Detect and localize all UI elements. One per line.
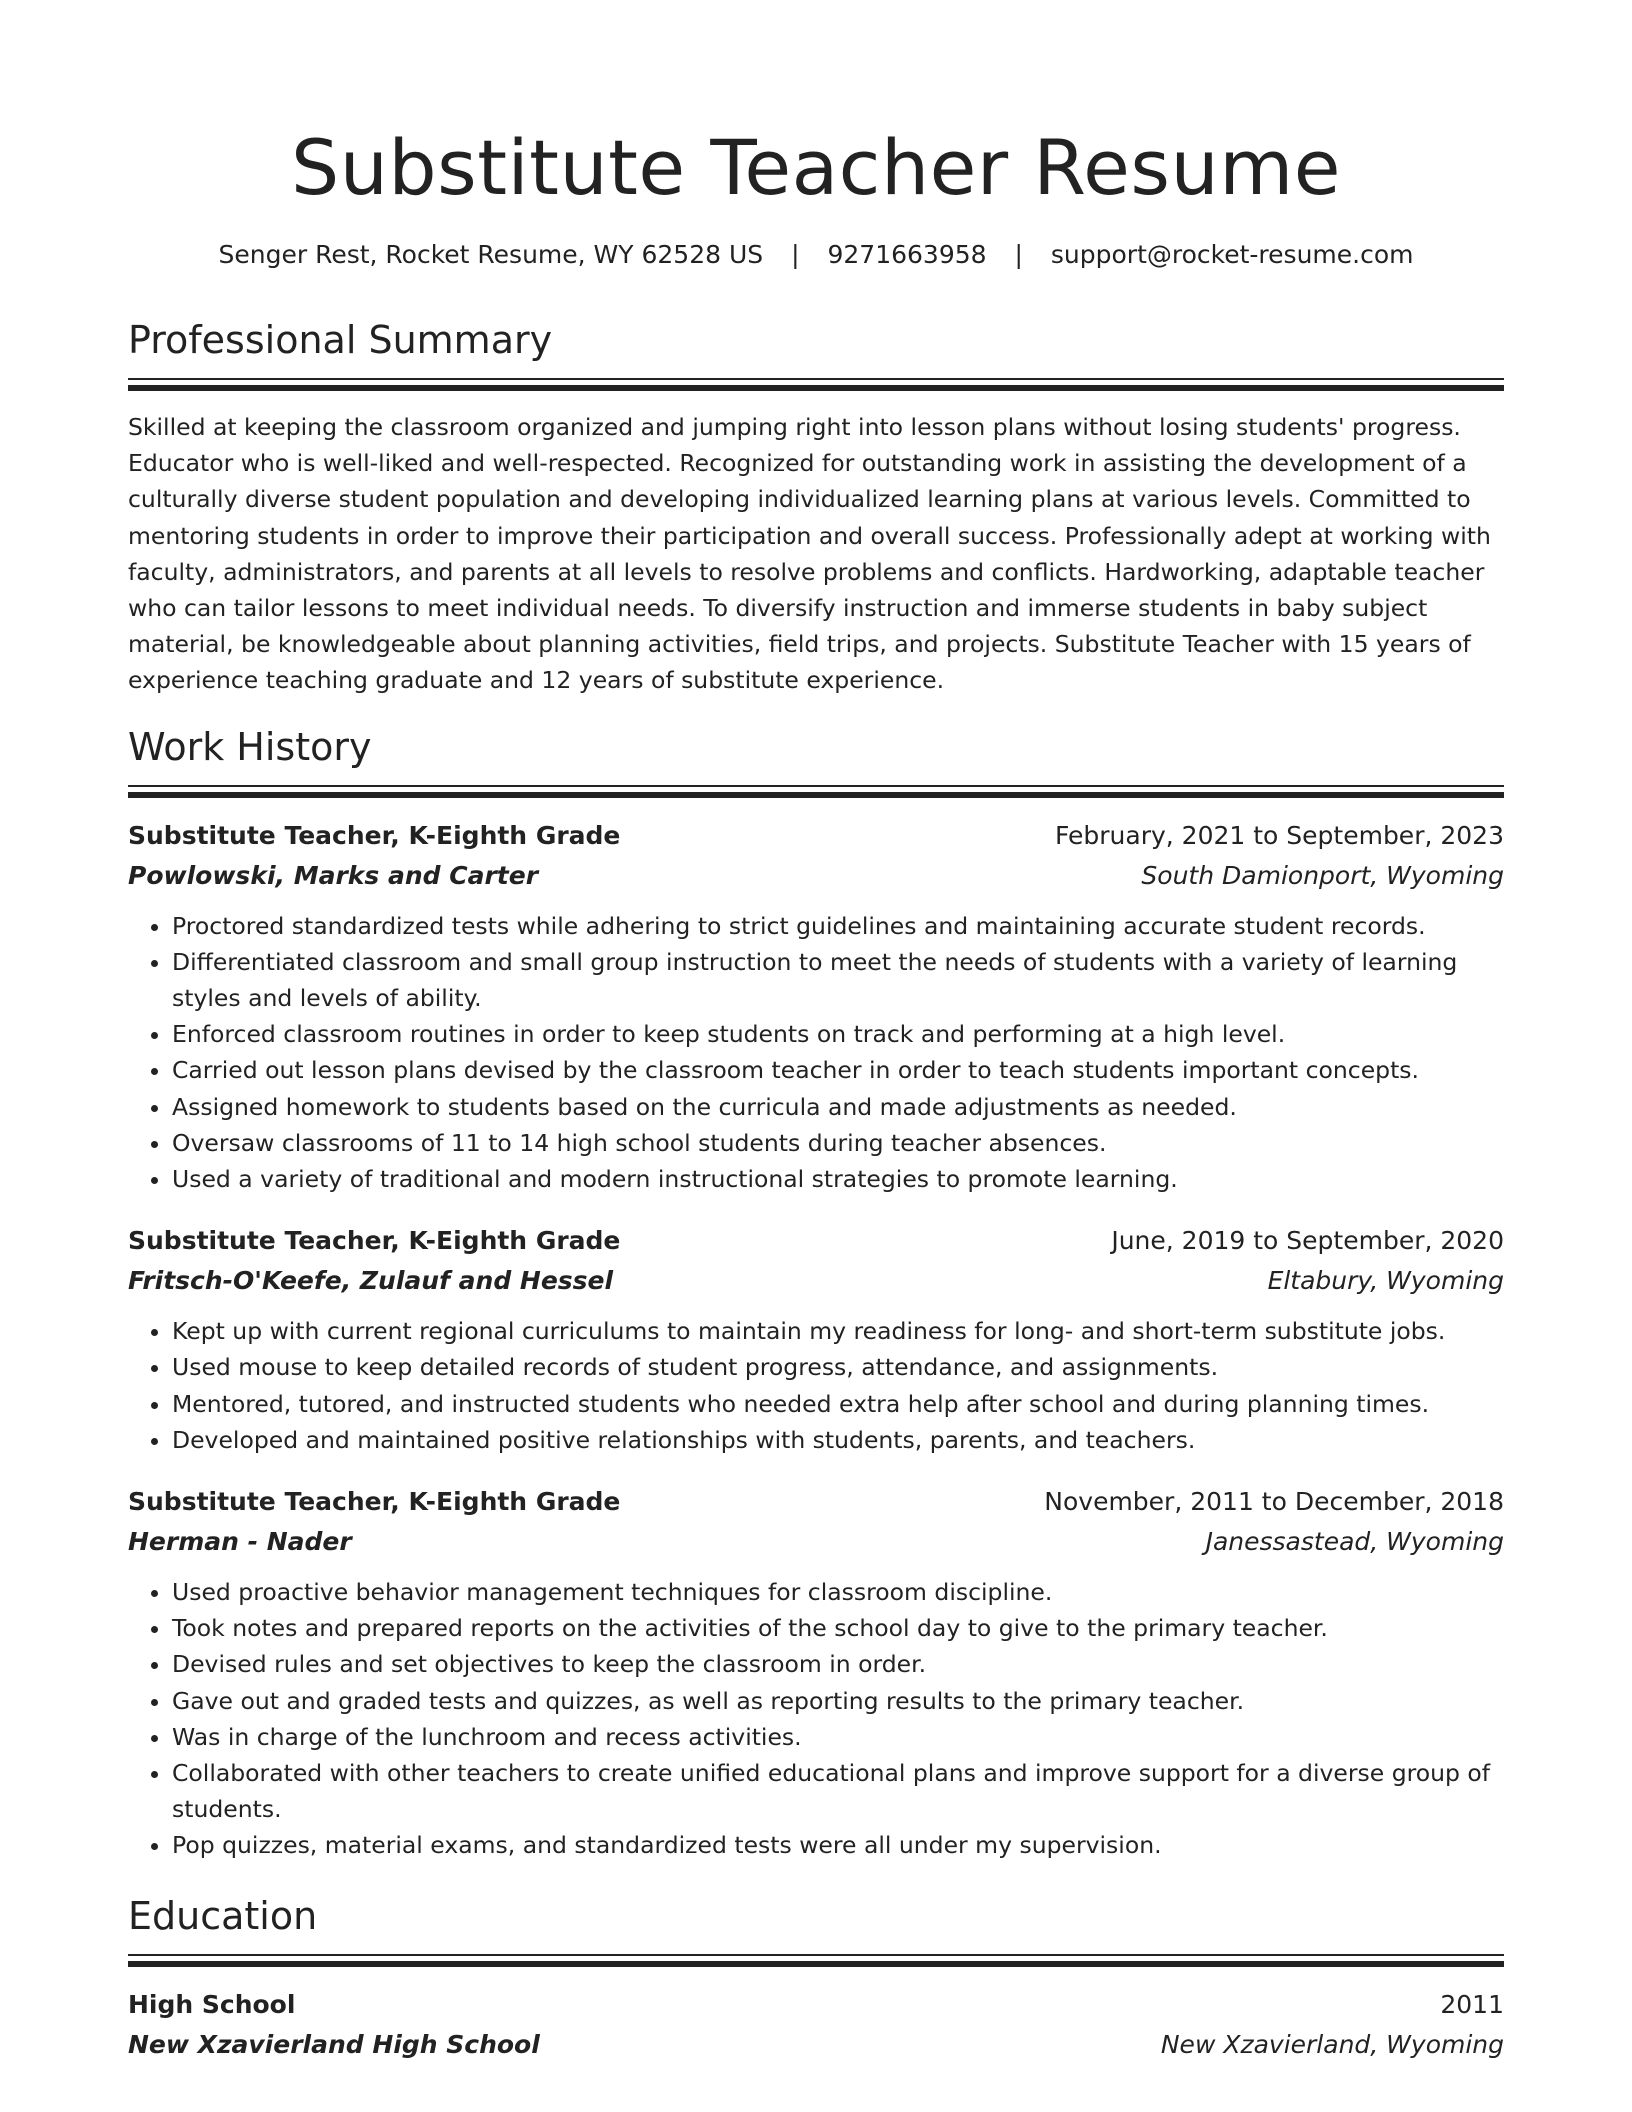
resume-title: Substitute Teacher Resume [290, 123, 1341, 212]
job-entry [128, 1482, 1504, 1864]
job-header-row [128, 1221, 1504, 1261]
contact-phone: 9271663958 [827, 240, 987, 269]
contact-separator: | [1014, 240, 1023, 269]
job-bullet: • Oversaw classrooms of 11 to 14 high school students during teacher absences. [172, 1125, 1504, 1161]
job-location: Janessastead, Wyoming [1205, 1527, 1504, 1557]
job-entry [128, 816, 1504, 1198]
job-bullet: • Pop quizzes, material exams, and standardized tests were all under my supervision. [172, 1827, 1504, 1863]
job-bullet: • Used mouse to keep detailed records of student progress, attendance, and assignments. [172, 1349, 1504, 1385]
education-section [128, 1892, 1504, 2065]
job-bullet: • Mentored, tutored, and instructed students who needed extra help after school and during planning times. [172, 1386, 1504, 1422]
job-location: South Damionport, Wyoming [1141, 860, 1504, 890]
section-divider [128, 1954, 1504, 1967]
job-employer: Powlowski, Marks and Carter [128, 860, 539, 890]
education-degree: High School [128, 1989, 296, 2019]
work-history-section [128, 723, 1504, 1864]
job-title: Substitute Teacher, K-Eighth Grade [128, 820, 621, 850]
job-employer-row [128, 1522, 1504, 1562]
education-header-row [128, 1985, 1504, 2025]
job-bullet: • Enforced classroom routines in order to keep students on track and performing at a high level. [172, 1016, 1504, 1052]
job-dates: November, 2011 to December, 2018 [1044, 1487, 1504, 1517]
job-bullet: • Assigned homework to students based on the curricula and made adjustments as needed. [172, 1089, 1504, 1125]
summary-section [128, 316, 1504, 699]
contact-address: Senger Rest, Rocket Resume, WY 62528 US [218, 240, 764, 269]
education-entry [128, 1985, 1504, 2065]
job-bullet: • Devised rules and set objectives to keep the classroom in order. [172, 1646, 1504, 1682]
education-school-row [128, 2025, 1504, 2065]
section-divider [128, 378, 1504, 391]
education-heading: Education [128, 1893, 318, 1938]
education-location: New Xzavierland, Wyoming [1160, 2029, 1504, 2059]
job-dates: June, 2019 to September, 2020 [1111, 1226, 1504, 1256]
job-employer-row [128, 856, 1504, 896]
job-bullet-list [128, 1574, 1504, 1864]
job-dates: February, 2021 to September, 2023 [1055, 820, 1504, 850]
summary-text: Skilled at keeping the classroom organized and jumping right into lesson plans without losing students' progress. Educator who is well-liked and well-respected. Recognized for outstanding work in assisting the development of a culturally diverse student population and developing individualized learning plans at various levels. Committed to mentoring students in order to improve their participation and overall success. Professionally adept at working with faculty, administrators, and parents at all levels to resolve problems and conflicts. Hardworking, adaptable teacher who can tailor lessons to meet individual needs. To diversify instruction and immerse students in baby subject material, be knowledgeable about planning activities, field trips, and projects. Substitute Teacher with 15 years of experience teaching graduate and 12 years of substitute experience. [128, 413, 1491, 695]
job-bullet: • Carried out lesson plans devised by the classroom teacher in order to teach students important concepts. [172, 1052, 1504, 1088]
job-title: Substitute Teacher, K-Eighth Grade [128, 1226, 621, 1256]
job-employer: Fritsch-O'Keefe, Zulauf and Hessel [128, 1266, 614, 1296]
summary-heading: Professional Summary [128, 318, 553, 362]
job-header-row [128, 816, 1504, 856]
job-bullet: • Developed and maintained positive relationships with students, parents, and teachers. [172, 1422, 1504, 1458]
job-bullet: • Took notes and prepared reports on the activities of the school day to give to the primary teacher. [172, 1610, 1504, 1646]
job-entry [128, 1221, 1504, 1458]
work-history-heading: Work History [128, 724, 372, 769]
job-bullet-list [128, 1313, 1504, 1458]
job-bullet-list [128, 908, 1504, 1198]
job-bullet: • Used a variety of traditional and modern instructional strategies to promote learning. [172, 1161, 1504, 1197]
job-employer: Herman - Nader [128, 1527, 352, 1557]
job-title: Substitute Teacher, K-Eighth Grade [128, 1487, 621, 1517]
section-divider [128, 785, 1504, 798]
job-bullet: • Gave out and graded tests and quizzes, as well as reporting results to the primary teacher. [172, 1683, 1504, 1719]
job-bullet: • Was in charge of the lunchroom and recess activities. [172, 1719, 1504, 1755]
job-location: Eltabury, Wyoming [1267, 1266, 1504, 1296]
contact-separator: | [791, 240, 800, 269]
contact-line [128, 238, 1504, 272]
job-employer-row [128, 1261, 1504, 1301]
job-bullet: • Collaborated with other teachers to create unified educational plans and improve support for a diverse group of students. [172, 1755, 1504, 1827]
education-year: 2011 [1440, 1989, 1504, 2019]
job-header-row [128, 1482, 1504, 1522]
education-school: New Xzavierland High School [128, 2029, 540, 2059]
job-bullet: • Used proactive behavior management techniques for classroom discipline. [172, 1574, 1504, 1610]
contact-email: support@rocket-resume.com [1050, 240, 1414, 269]
job-bullet: • Proctored standardized tests while adhering to strict guidelines and maintaining accurate student records. [172, 908, 1504, 944]
job-bullet: • Kept up with current regional curriculums to maintain my readiness for long- and short-term substitute jobs. [172, 1313, 1504, 1349]
job-bullet: • Differentiated classroom and small group instruction to meet the needs of students with a variety of learning styles and levels of ability. [172, 944, 1504, 1016]
